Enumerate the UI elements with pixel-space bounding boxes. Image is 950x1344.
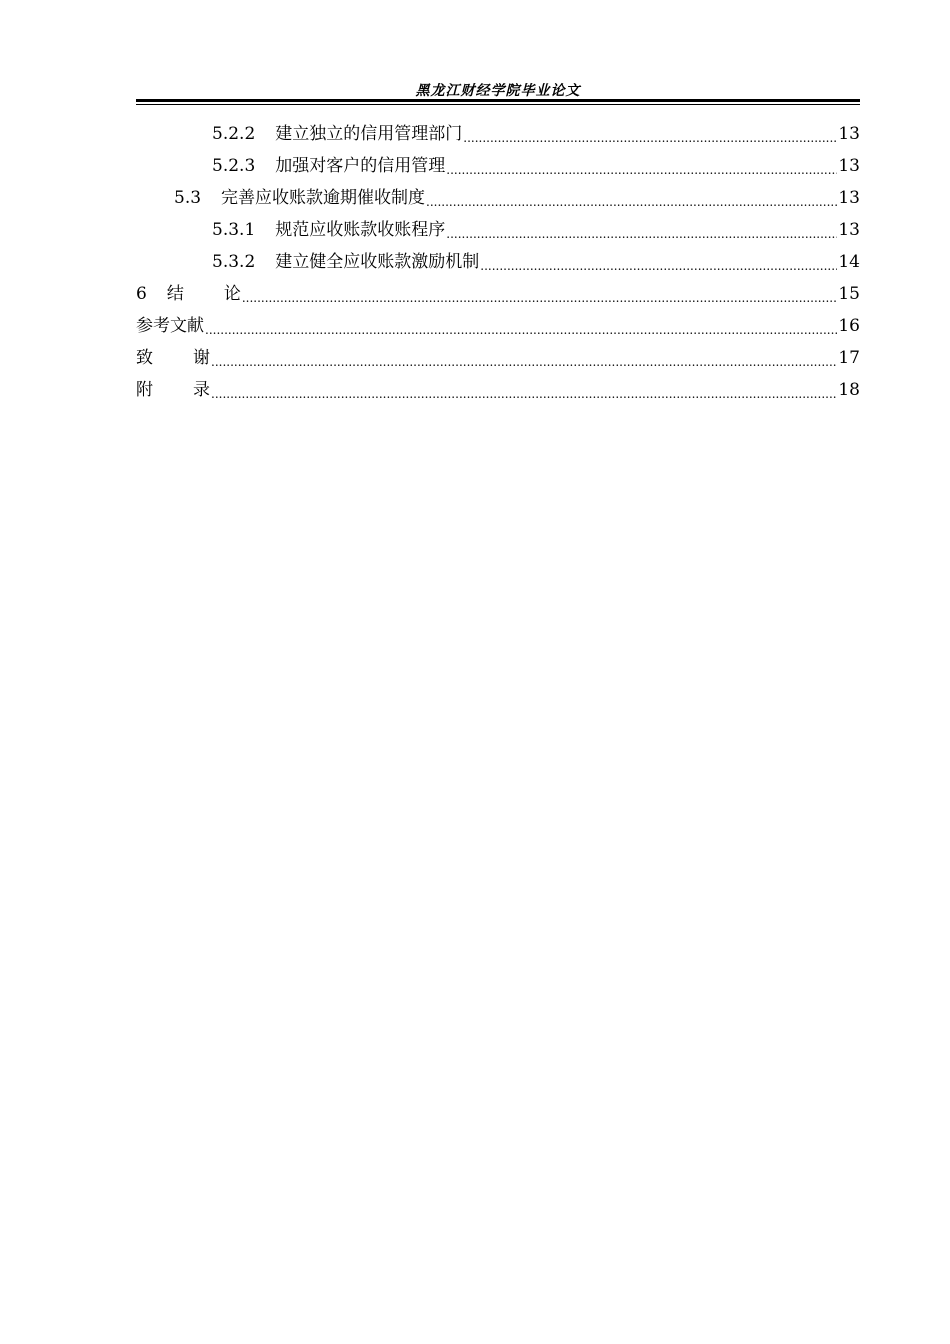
toc-entry-references[interactable] [136,310,860,342]
toc-dot-leader [463,132,837,144]
header-rule-thick [136,99,860,102]
toc-entry-page: 16 [838,316,860,336]
toc-entry-5-3-1[interactable] [136,214,860,246]
toc-dot-leader [446,228,837,240]
toc-entry-title: 参考文献 [136,316,204,336]
toc-entry-page: 13 [838,156,860,176]
toc-entry-page: 18 [838,380,860,400]
toc-entry-page: 13 [838,188,860,208]
toc-entry-title-part-a: 致 [136,348,153,368]
toc-entry-title-part-a: 结 [166,284,184,304]
page-header [136,78,860,104]
toc-entry-number: 6 [136,284,147,304]
toc-entry-page: 13 [838,220,860,240]
toc-dot-leader [205,324,837,336]
toc-entry-number: 5.2.2 [212,124,256,144]
toc-entry-title: 规范应收账款收账程序 [275,220,446,240]
toc-entry-number: 5.3 [174,188,202,208]
toc-entry-acknowledgements[interactable] [136,342,860,374]
toc-entry-appendix[interactable] [136,374,860,406]
toc-entry-page: 14 [838,252,860,272]
toc-entry-5-3[interactable] [136,182,860,214]
toc-dot-leader [211,388,837,400]
toc-dot-leader [242,292,838,304]
toc-entry-5-3-2[interactable] [136,246,860,278]
toc-dot-leader [426,196,837,208]
toc-entry-page: 17 [838,348,860,368]
header-rule-thin [136,104,860,105]
toc-entry-title: 建立健全应收账款激励机制 [275,252,480,272]
toc-entry-5-2-2[interactable] [136,118,860,150]
toc-dot-leader [480,260,837,272]
header-title: 黑龙江财经学院毕业论文 [415,83,581,99]
toc-entry-page: 15 [838,284,860,304]
toc-entry-title: 加强对客户的信用管理 [275,156,446,176]
toc-entry-title-part-b: 论 [223,284,241,304]
toc-entry-title: 完善应收账款逾期催收制度 [221,188,426,208]
toc-entry-page: 13 [838,124,860,144]
toc-entry-number: 5.3.1 [212,220,256,240]
toc-entry-title-part-b: 谢 [193,348,210,368]
toc-entry-title-part-b: 录 [193,380,210,400]
toc-dot-leader [211,356,837,368]
toc-dot-leader [446,164,837,176]
toc-entry-number: 5.3.2 [212,252,256,272]
toc-entry-5-2-3[interactable] [136,150,860,182]
toc-entry-conclusion[interactable] [136,278,860,310]
toc-entry-title: 建立独立的信用管理部门 [275,124,463,144]
toc-entry-title-part-a: 附 [136,380,153,400]
toc-entry-number: 5.2.3 [212,156,256,176]
table-of-contents [136,118,860,406]
